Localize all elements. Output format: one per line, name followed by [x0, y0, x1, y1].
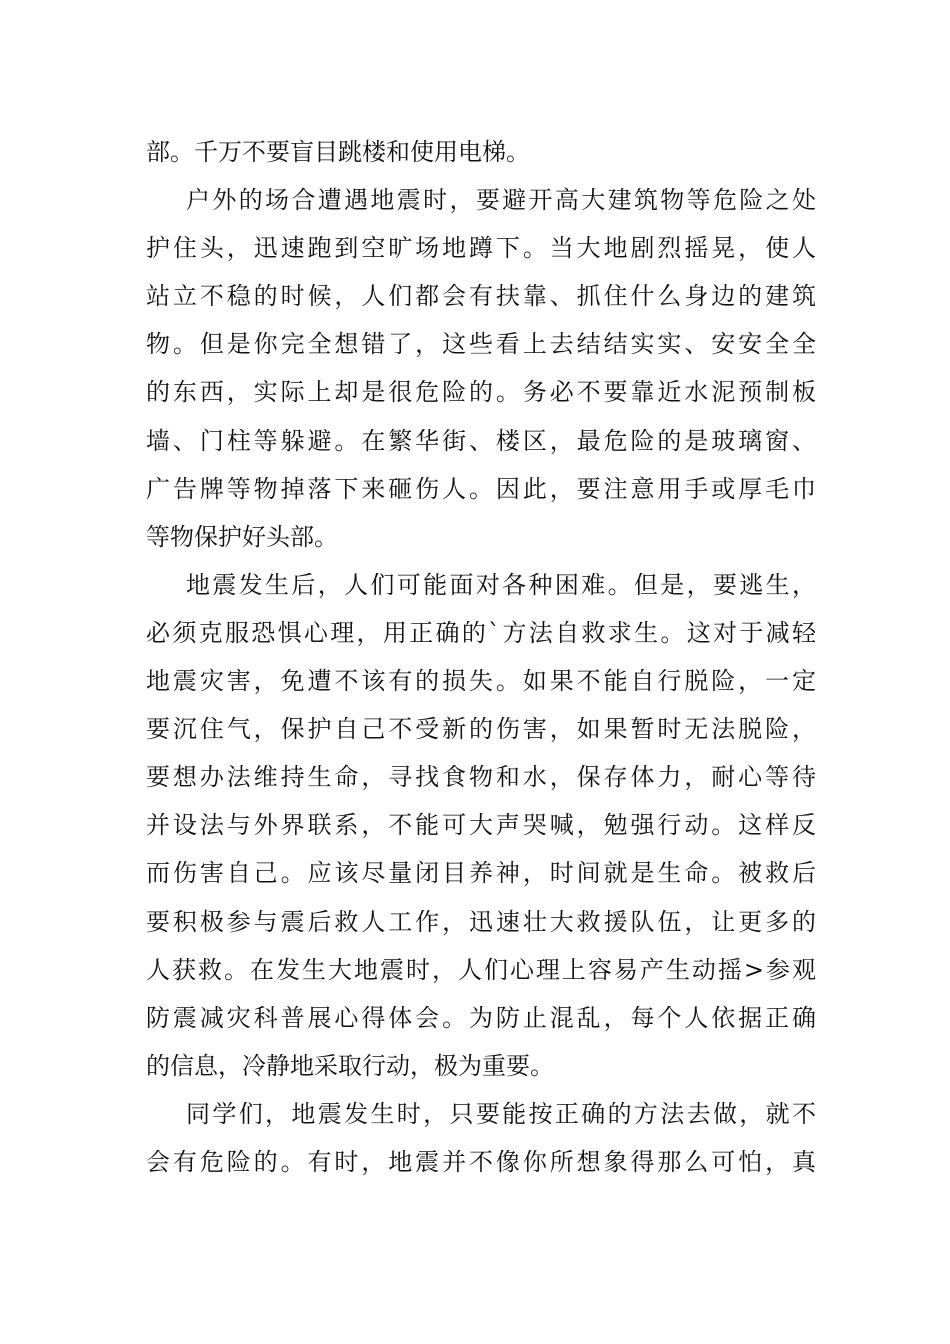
- paragraph-first-line: 地震发生后，人们可能面对各种困难。但是，要逃生，: [186, 570, 816, 599]
- text-line: 要想办法维持生命，寻找食物和水，保存体力，耐心等待: [146, 763, 816, 792]
- text-line: 护住头，迅速跑到空旷场地蹲下。当大地剧烈摇晃，使人: [146, 234, 816, 263]
- text-line: 广告牌等物掉落下来砸伤人。因此，要注意用手或厚毛巾: [146, 474, 816, 503]
- paragraph-first-line: 户外的场合遭遇地震时，要避开高大建筑物等危险之处: [186, 186, 816, 215]
- paragraph-first-line: 同学们，地震发生时，只要能按正确的方法去做，就不: [186, 1099, 816, 1128]
- text-line: 的信息，冷静地采取行动，极为重要。: [146, 1051, 554, 1080]
- text-line: 物。但是你完全想错了，这些看上去结结实实、安安全全: [146, 330, 816, 359]
- text-line: 的东西，实际上却是很危险的。务必不要靠近水泥预制板: [146, 378, 816, 407]
- text-line: 会有危险的。有时，地震并不像你所想象得那么可怕，真: [146, 1147, 816, 1176]
- text-line: 防震减灾科普展心得体会。为防止混乱，每个人依据正确: [146, 1003, 816, 1032]
- text-line: 而伤害自己。应该尽量闭目养神，时间就是生命。被救后: [146, 859, 816, 888]
- text-line: 部。千万不要盲目跳楼和使用电梯。: [146, 138, 530, 166]
- text-line: 站立不稳的时候，人们都会有扶靠、抓住什么身边的建筑: [146, 282, 816, 311]
- text-line: 必须克服恐惧心理，用正确的`方法自救求生。这对于减轻: [146, 618, 816, 647]
- text-line: 要沉住气，保护自己不受新的伤害，如果暂时无法脱险，: [146, 715, 816, 744]
- text-line: 人获救。在发生大地震时，人们心理上容易产生动摇>参观: [146, 955, 816, 984]
- text-line: 墙、门柱等躲避。在繁华街、楼区，最危险的是玻璃窗、: [146, 426, 816, 455]
- text-line: 等物保护好头部。: [146, 522, 338, 551]
- text-line: 地震灾害，免遭不该有的损失。如果不能自行脱险，一定: [146, 667, 816, 696]
- text-line: 要积极参与震后救人工作，迅速壮大救援队伍，让更多的: [146, 907, 816, 936]
- text-line: 并设法与外界联系，不能可大声哭喊，勉强行动。这样反: [146, 811, 816, 840]
- body-text: [146, 128, 816, 1186]
